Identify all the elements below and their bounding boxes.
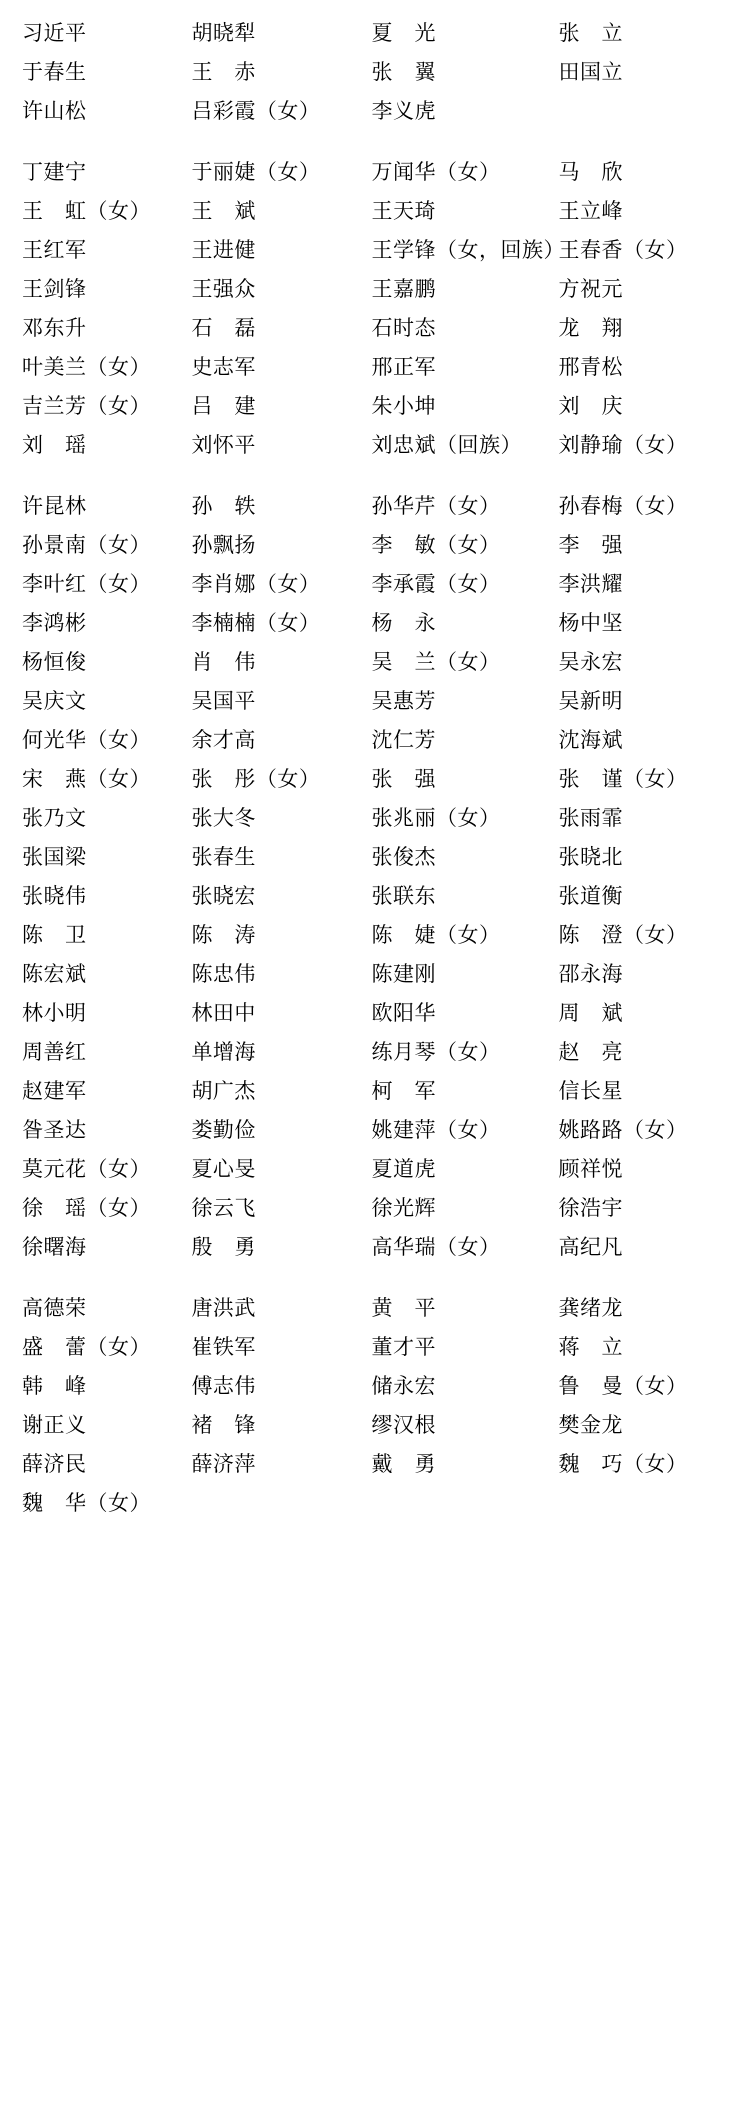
table-row: [22, 838, 728, 877]
name-cell: 赵建军: [22, 1079, 87, 1103]
name-cell: 张晓伟: [22, 884, 87, 908]
name-cell: 信长星: [558, 1079, 624, 1103]
name-cell: 石 磊: [191, 316, 256, 340]
name-cell: 龚绪龙: [558, 1296, 624, 1320]
name-cell: 孙 轶: [191, 494, 256, 518]
name-cell: 吴惠芳: [371, 689, 436, 713]
name-cell: 沈仁芳: [371, 728, 436, 752]
name-cell: 李承霞（女）: [371, 572, 501, 596]
name-cell: 蒋 立: [558, 1335, 624, 1359]
name-cell: 刘怀平: [191, 433, 256, 457]
name-cell: 于丽婕（女）: [191, 160, 321, 184]
name-cell: 缪汉根: [371, 1413, 436, 1437]
name-cell: 朱小坤: [371, 394, 436, 418]
name-cell: 陈 澄（女）: [558, 923, 688, 947]
name-cell: 杨中坚: [558, 611, 624, 635]
table-row: [22, 426, 728, 465]
name-cell: 单增海: [191, 1040, 256, 1064]
table-row: [22, 682, 728, 721]
table-row: [22, 526, 728, 565]
name-cell: 胡晓犁: [191, 21, 256, 45]
name-cell: 张春生: [191, 845, 256, 869]
name-cell: 刘 瑶: [22, 433, 87, 457]
table-row: [22, 387, 728, 426]
spacer: [22, 465, 728, 487]
name-cell: 黄 平: [371, 1296, 436, 1320]
name-cell: 薛济萍: [191, 1452, 256, 1476]
table-row: [22, 1033, 728, 1072]
name-cell: 李 强: [558, 533, 624, 557]
block-gap: [22, 131, 728, 153]
name-cell: 高德荣: [22, 1296, 87, 1320]
name-cell: 于春生: [22, 60, 87, 84]
name-cell: 张俊杰: [371, 845, 436, 869]
name-cell: 张联东: [371, 884, 436, 908]
name-cell: 孙华芹（女）: [371, 494, 501, 518]
name-cell: 习近平: [22, 21, 87, 45]
table-row: [22, 1111, 728, 1150]
name-cell: 唐洪武: [191, 1296, 256, 1320]
name-cell: 魏 巧（女）: [558, 1452, 688, 1476]
name-cell: 刘忠斌（回族）: [371, 433, 522, 457]
table-row: [22, 916, 728, 955]
name-cell: 张 谨（女）: [558, 767, 688, 791]
name-cell: 吴新明: [558, 689, 624, 713]
name-cell: 张大冬: [191, 806, 256, 830]
table-row: [22, 955, 728, 994]
name-cell: 姚建萍（女）: [371, 1118, 501, 1142]
name-cell: [371, 1484, 558, 1523]
table-row: [22, 348, 728, 387]
name-cell: 沈海斌: [558, 728, 624, 752]
name-cell: 李洪耀: [558, 572, 624, 596]
name-cell: 丁建宁: [22, 160, 87, 184]
name-cell: 李楠楠（女）: [191, 611, 321, 635]
table-row: [22, 1289, 728, 1328]
name-cell: 张 强: [371, 767, 436, 791]
table-row: [22, 1328, 728, 1367]
name-cell: 杨 永: [371, 611, 436, 635]
roster-body: [22, 14, 728, 1523]
name-cell: 王立峰: [558, 199, 624, 223]
table-row: [22, 721, 728, 760]
name-cell: 张雨霏: [558, 806, 624, 830]
name-cell: 陈 涛: [191, 923, 256, 947]
name-cell: 昝圣达: [22, 1118, 87, 1142]
name-cell: 何光华（女）: [22, 728, 151, 752]
name-cell: 邢正军: [371, 355, 436, 379]
name-cell: 陈建刚: [371, 962, 436, 986]
table-row: [22, 565, 728, 604]
name-cell: 盛 蕾（女）: [22, 1335, 151, 1359]
name-cell: 胡广杰: [191, 1079, 256, 1103]
name-cell: 王红军: [22, 238, 87, 262]
table-row: [22, 53, 728, 92]
table-row: [22, 14, 728, 53]
name-cell: 柯 军: [371, 1079, 436, 1103]
name-cell: 欧阳华: [371, 1001, 436, 1025]
name-cell: 王春香（女）: [558, 238, 688, 262]
name-cell: 邵永海: [558, 962, 624, 986]
name-cell: 余才高: [191, 728, 256, 752]
name-cell: [191, 1484, 371, 1523]
table-row: [22, 799, 728, 838]
name-cell: 张国梁: [22, 845, 87, 869]
table-row: [22, 153, 728, 192]
name-cell: 刘 庆: [558, 394, 624, 418]
name-cell: 娄勤俭: [191, 1118, 256, 1142]
table-row: [22, 877, 728, 916]
name-cell: 张兆丽（女）: [371, 806, 501, 830]
name-cell: 王 赤: [191, 60, 256, 84]
table-row: [22, 1367, 728, 1406]
name-cell: 徐云飞: [191, 1196, 256, 1220]
name-cell: 周善红: [22, 1040, 87, 1064]
name-cell: 赵 亮: [558, 1040, 624, 1064]
table-row: [22, 1072, 728, 1111]
name-cell: 鲁 曼（女）: [558, 1374, 688, 1398]
table-row: [22, 192, 728, 231]
name-cell: 练月琴（女）: [371, 1040, 501, 1064]
name-cell: 徐光辉: [371, 1196, 436, 1220]
name-cell: 高纪凡: [558, 1235, 624, 1259]
name-cell: 董才平: [371, 1335, 436, 1359]
name-cell: 王天琦: [371, 199, 436, 223]
name-cell: 田国立: [558, 60, 624, 84]
name-cell: 张道衡: [558, 884, 624, 908]
name-cell: 高华瑞（女）: [371, 1235, 501, 1259]
name-cell: 邢青松: [558, 355, 624, 379]
name-cell: 徐 瑶（女）: [22, 1196, 151, 1220]
name-cell: 陈 卫: [22, 923, 87, 947]
name-cell: 顾祥悦: [558, 1157, 624, 1181]
name-cell: 樊金龙: [558, 1413, 624, 1437]
name-cell: 夏道虎: [371, 1157, 436, 1181]
spacer: [22, 131, 728, 153]
name-cell: 吴庆文: [22, 689, 87, 713]
name-cell: 王 虹（女）: [22, 199, 151, 223]
name-cell: 方祝元: [558, 277, 624, 301]
name-cell: 吉兰芳（女）: [22, 394, 151, 418]
block-gap: [22, 1267, 728, 1289]
name-cell: 万闻华（女）: [371, 160, 501, 184]
name-cell: 李叶红（女）: [22, 572, 151, 596]
table-row: [22, 604, 728, 643]
table-row: [22, 270, 728, 309]
table-row: [22, 760, 728, 799]
name-cell: 张 翼: [371, 60, 436, 84]
name-cell: 许昆林: [22, 494, 87, 518]
name-roster-table: [22, 14, 728, 1523]
name-cell: 姚路路（女）: [558, 1118, 688, 1142]
table-row: [22, 1484, 728, 1523]
name-cell: 邓东升: [22, 316, 87, 340]
table-row: [22, 487, 728, 526]
name-cell: 储永宏: [371, 1374, 436, 1398]
name-cell: 孙春梅（女）: [558, 494, 688, 518]
name-cell: 李 敏（女）: [371, 533, 501, 557]
name-cell: 李义虎: [371, 99, 436, 123]
name-cell: 龙 翔: [558, 316, 624, 340]
name-cell: 宋 燕（女）: [22, 767, 151, 791]
spacer: [22, 1267, 728, 1289]
name-cell: 林小明: [22, 1001, 87, 1025]
name-cell: 叶美兰（女）: [22, 355, 151, 379]
table-row: [22, 643, 728, 682]
name-cell: 张乃文: [22, 806, 87, 830]
name-cell: 许山松: [22, 99, 87, 123]
name-cell: 魏 华（女）: [22, 1491, 151, 1515]
table-row: [22, 1189, 728, 1228]
name-cell: 殷 勇: [191, 1235, 256, 1259]
name-cell: 石时态: [371, 316, 436, 340]
name-cell: 吴 兰（女）: [371, 650, 501, 674]
name-cell: 王学锋（女，回族）: [371, 238, 565, 262]
name-cell: [559, 1484, 728, 1523]
name-cell: 陈忠伟: [191, 962, 256, 986]
name-cell: 马 欣: [558, 160, 624, 184]
name-cell: 薛济民: [22, 1452, 87, 1476]
name-cell: 陈宏斌: [22, 962, 87, 986]
table-row: [22, 309, 728, 348]
name-cell: 肖 伟: [191, 650, 256, 674]
name-cell: 徐浩宇: [558, 1196, 624, 1220]
name-cell: 王剑锋: [22, 277, 87, 301]
name-cell: 李肖娜（女）: [191, 572, 321, 596]
name-cell: 张 彤（女）: [191, 767, 321, 791]
name-cell: 李鸿彬: [22, 611, 87, 635]
name-cell: 张晓北: [558, 845, 624, 869]
name-cell: 吴国平: [191, 689, 256, 713]
name-cell: 杨恒俊: [22, 650, 87, 674]
name-cell: 王强众: [191, 277, 256, 301]
name-cell: 崔铁军: [191, 1335, 256, 1359]
name-cell: 史志军: [191, 355, 256, 379]
name-cell: [559, 92, 728, 131]
name-cell: 戴 勇: [371, 1452, 436, 1476]
name-cell: 林田中: [191, 1001, 256, 1025]
name-cell: 吕彩霞（女）: [191, 99, 321, 123]
name-cell: 刘静瑜（女）: [558, 433, 688, 457]
table-row: [22, 1445, 728, 1484]
table-row: [22, 1150, 728, 1189]
name-cell: 夏 光: [371, 21, 436, 45]
name-cell: 傅志伟: [191, 1374, 256, 1398]
name-cell: 王嘉鹏: [371, 277, 436, 301]
name-cell: 陈 婕（女）: [371, 923, 501, 947]
name-cell: 孙景南（女）: [22, 533, 151, 557]
name-cell: 张晓宏: [191, 884, 256, 908]
name-cell: 吴永宏: [558, 650, 624, 674]
block-gap: [22, 465, 728, 487]
table-row: [22, 1406, 728, 1445]
name-cell: 王 斌: [191, 199, 256, 223]
name-cell: 夏心旻: [191, 1157, 256, 1181]
name-cell: 孙飘扬: [191, 533, 256, 557]
table-row: [22, 994, 728, 1033]
name-cell: 王进健: [191, 238, 256, 262]
table-row: [22, 92, 728, 131]
name-cell: 韩 峰: [22, 1374, 87, 1398]
name-cell: 周 斌: [558, 1001, 624, 1025]
table-row: [22, 1228, 728, 1267]
name-cell: 徐曙海: [22, 1235, 87, 1259]
name-cell: 张 立: [558, 21, 624, 45]
name-cell: 莫元花（女）: [22, 1157, 151, 1181]
name-cell: 吕 建: [191, 394, 256, 418]
name-cell: 褚 锋: [191, 1413, 256, 1437]
table-row: [22, 231, 728, 270]
name-cell: 谢正义: [22, 1413, 87, 1437]
